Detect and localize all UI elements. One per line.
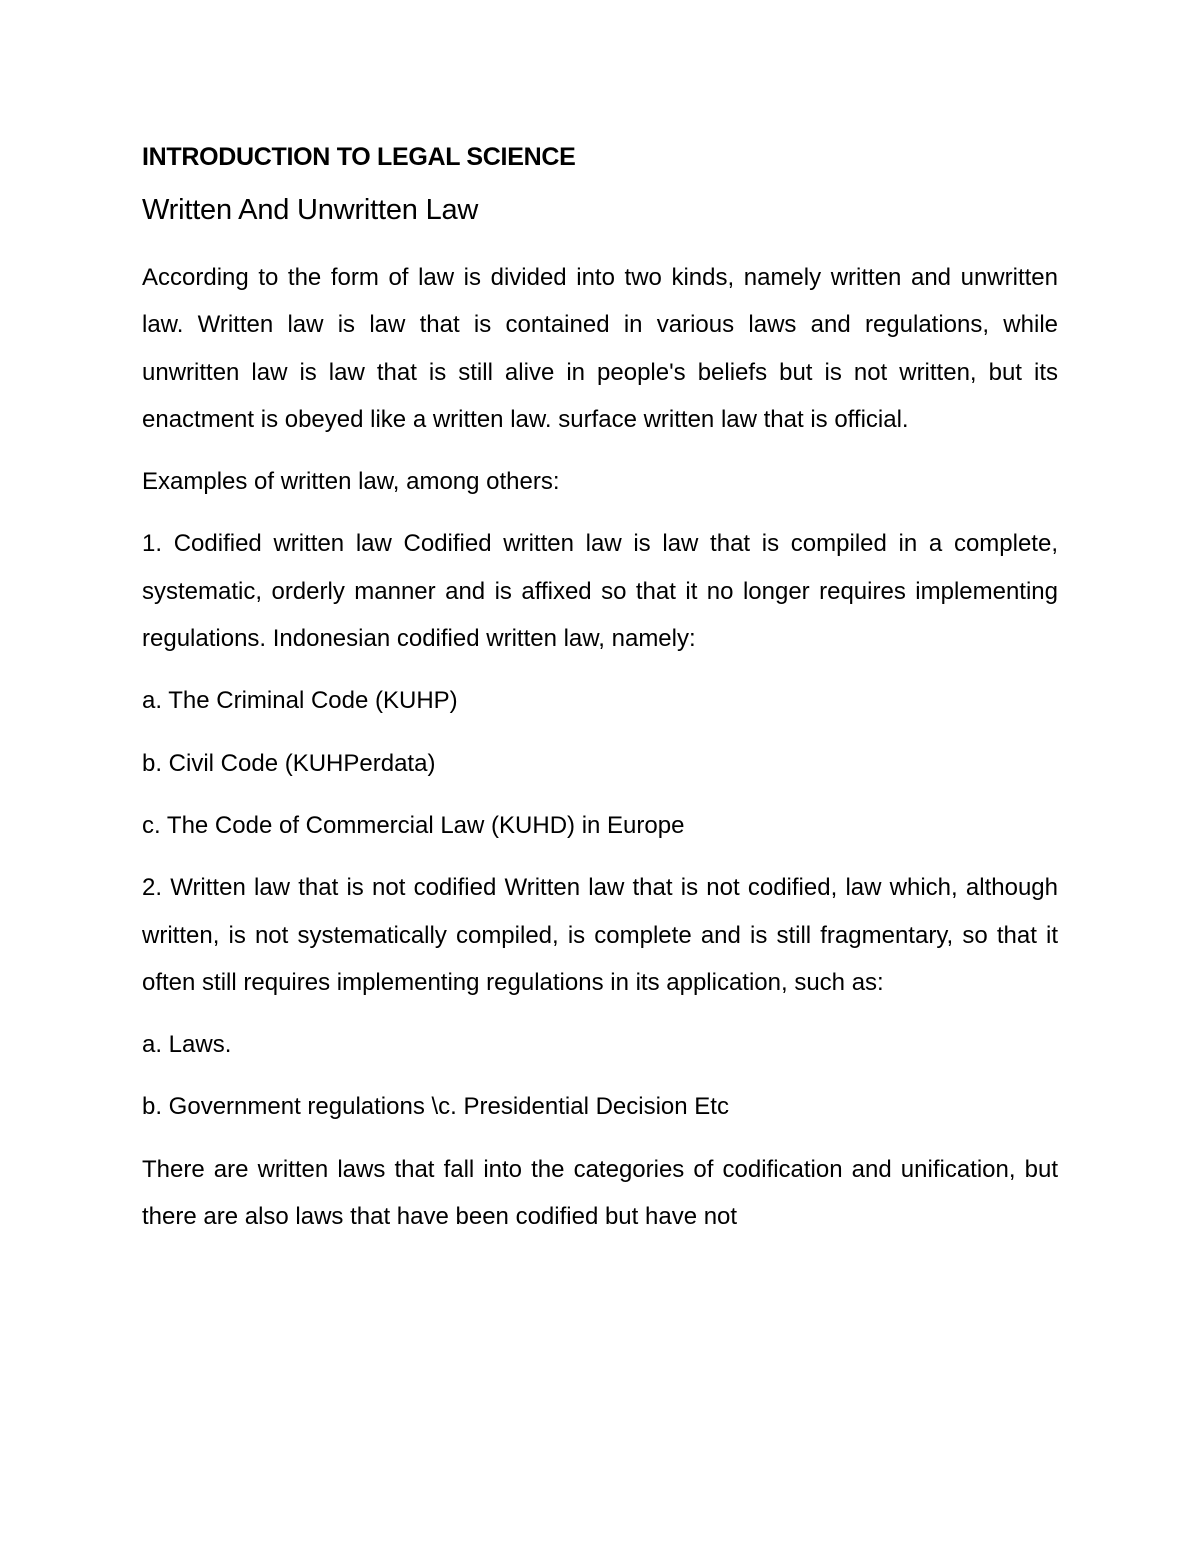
list-subitem-commercial-code: c. The Code of Commercial Law (KUHD) in Europe	[142, 811, 685, 839]
list-item-uncodified-law: 2. Written law that is not codified Written law that is not codified, law which, although written, is not systematically compiled, is complete and is still fragmentary, so that it often still requires implementing regulations in its application, such as:	[142, 874, 1058, 996]
list-subitem-government-regulations: b. Government regulations \c. Presidential Decision Etc	[142, 1093, 729, 1121]
paragraph-intro: According to the form of law is divided into two kinds, namely written and unwritten law. Written law is law that is contained in various laws and regulations, while unwritten law is law that is still alive in people's beliefs but is not written, but its enactment is obeyed like a written law. surface written law that is official.	[142, 264, 1058, 433]
course-title: INTRODUCTION TO LEGAL SCIENCE	[142, 143, 576, 171]
document-title: Written And Unwritten Law	[142, 194, 479, 226]
document-content	[142, 140, 1058, 1255]
paragraph-examples-heading: Examples of written law, among others:	[142, 468, 560, 496]
list-subitem-civil-code: b. Civil Code (KUHPerdata)	[142, 749, 436, 777]
list-item-codified-law: 1. Codified written law Codified written law is law that is compiled in a complete, systematic, orderly manner and is affixed so that it no longer requires implementing regulations. Indonesian codified written law, namely:	[142, 530, 1058, 653]
paragraph-codification-unification: There are written laws that fall into the categories of codification and unification, but there are also laws that have been codified but have not	[142, 1155, 1058, 1231]
list-subitem-criminal-code: a. The Criminal Code (KUHP)	[142, 687, 458, 715]
list-subitem-laws: a. Laws.	[142, 1031, 232, 1059]
